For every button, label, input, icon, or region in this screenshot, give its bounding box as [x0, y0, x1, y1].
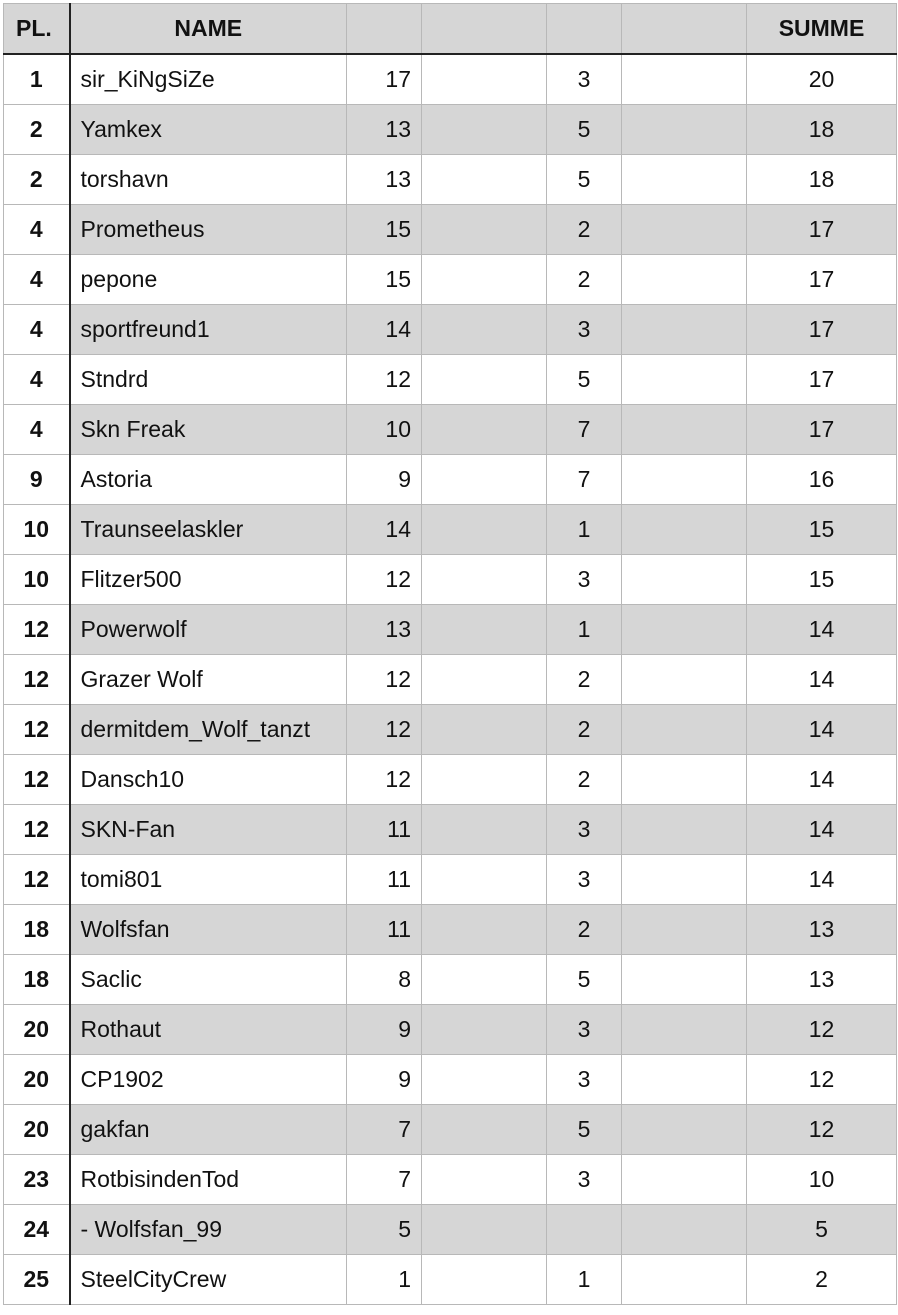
player-name-cell: pepone: [70, 255, 347, 305]
table-row: [4, 455, 897, 505]
place-cell: 18: [4, 905, 70, 955]
points-d-cell: [622, 1205, 747, 1255]
sum-cell: 14: [747, 805, 897, 855]
table-body: [4, 54, 897, 1305]
table-row: [4, 705, 897, 755]
points-d-cell: [622, 955, 747, 1005]
points-c-cell: 3: [547, 1055, 622, 1105]
player-name-cell: Yamkex: [70, 105, 347, 155]
place-cell: 12: [4, 755, 70, 805]
points-b-cell: [422, 54, 547, 105]
points-d-cell: [622, 54, 747, 105]
place-cell: 4: [4, 205, 70, 255]
points-b-cell: [422, 1055, 547, 1105]
points-d-cell: [622, 1005, 747, 1055]
table-row: [4, 1005, 897, 1055]
points-d-cell: [622, 705, 747, 755]
points-a-cell: 9: [347, 1005, 422, 1055]
place-cell: 4: [4, 255, 70, 305]
points-b-cell: [422, 655, 547, 705]
points-a-cell: 10: [347, 405, 422, 455]
place-cell: 10: [4, 555, 70, 605]
player-name-cell: SKN-Fan: [70, 805, 347, 855]
player-name-cell: SteelCityCrew: [70, 1255, 347, 1305]
points-a-cell: 15: [347, 205, 422, 255]
player-name-cell: Flitzer500: [70, 555, 347, 605]
points-a-cell: 9: [347, 1055, 422, 1105]
sum-cell: 20: [747, 54, 897, 105]
player-name-cell: tomi801: [70, 855, 347, 905]
player-name-cell: Traunseelaskler: [70, 505, 347, 555]
header-col4: [422, 4, 547, 55]
player-name-cell: Grazer Wolf: [70, 655, 347, 705]
points-b-cell: [422, 505, 547, 555]
points-b-cell: [422, 605, 547, 655]
points-a-cell: 11: [347, 805, 422, 855]
sum-cell: 14: [747, 655, 897, 705]
points-a-cell: 13: [347, 155, 422, 205]
place-cell: 25: [4, 1255, 70, 1305]
points-b-cell: [422, 205, 547, 255]
points-c-cell: 1: [547, 605, 622, 655]
table-row: [4, 355, 897, 405]
place-cell: 12: [4, 605, 70, 655]
points-b-cell: [422, 355, 547, 405]
sum-cell: 5: [747, 1205, 897, 1255]
player-name-cell: Stndrd: [70, 355, 347, 405]
header-name: NAME: [70, 4, 347, 55]
sum-cell: 12: [747, 1005, 897, 1055]
sum-cell: 18: [747, 155, 897, 205]
standings-table: [3, 3, 897, 1305]
table-row: [4, 54, 897, 105]
place-cell: 24: [4, 1205, 70, 1255]
points-c-cell: 2: [547, 705, 622, 755]
place-cell: 4: [4, 405, 70, 455]
points-a-cell: 11: [347, 855, 422, 905]
player-name-cell: Skn Freak: [70, 405, 347, 455]
points-c-cell: 3: [547, 1005, 622, 1055]
points-b-cell: [422, 1205, 547, 1255]
points-b-cell: [422, 1005, 547, 1055]
points-b-cell: [422, 255, 547, 305]
sum-cell: 14: [747, 605, 897, 655]
place-cell: 12: [4, 805, 70, 855]
points-d-cell: [622, 155, 747, 205]
table-row: [4, 255, 897, 305]
points-a-cell: 14: [347, 305, 422, 355]
player-name-cell: CP1902: [70, 1055, 347, 1105]
points-d-cell: [622, 105, 747, 155]
sum-cell: 10: [747, 1155, 897, 1205]
table-row: [4, 505, 897, 555]
points-c-cell: 1: [547, 505, 622, 555]
table-row: [4, 105, 897, 155]
player-name-cell: dermitdem_Wolf_tanzt: [70, 705, 347, 755]
table-row: [4, 555, 897, 605]
sum-cell: 18: [747, 105, 897, 155]
place-cell: 20: [4, 1005, 70, 1055]
points-c-cell: 3: [547, 54, 622, 105]
points-a-cell: 12: [347, 655, 422, 705]
points-d-cell: [622, 455, 747, 505]
points-c-cell: [547, 1205, 622, 1255]
player-name-cell: - Wolfsfan_99: [70, 1205, 347, 1255]
table-row: [4, 755, 897, 805]
sum-cell: 14: [747, 755, 897, 805]
points-b-cell: [422, 305, 547, 355]
points-a-cell: 5: [347, 1205, 422, 1255]
place-cell: 12: [4, 855, 70, 905]
points-d-cell: [622, 755, 747, 805]
points-d-cell: [622, 655, 747, 705]
header-col5: [547, 4, 622, 55]
points-a-cell: 8: [347, 955, 422, 1005]
table-row: [4, 305, 897, 355]
points-c-cell: 2: [547, 905, 622, 955]
sum-cell: 2: [747, 1255, 897, 1305]
points-a-cell: 15: [347, 255, 422, 305]
place-cell: 1: [4, 54, 70, 105]
points-d-cell: [622, 905, 747, 955]
points-d-cell: [622, 605, 747, 655]
points-a-cell: 7: [347, 1105, 422, 1155]
points-d-cell: [622, 405, 747, 455]
points-b-cell: [422, 555, 547, 605]
points-b-cell: [422, 1255, 547, 1305]
points-a-cell: 11: [347, 905, 422, 955]
points-a-cell: 7: [347, 1155, 422, 1205]
points-c-cell: 5: [547, 1105, 622, 1155]
points-b-cell: [422, 405, 547, 455]
points-d-cell: [622, 1255, 747, 1305]
points-d-cell: [622, 1155, 747, 1205]
place-cell: 4: [4, 305, 70, 355]
header-place: PL.: [4, 4, 70, 55]
points-b-cell: [422, 1105, 547, 1155]
points-c-cell: 2: [547, 655, 622, 705]
player-name-cell: sir_KiNgSiZe: [70, 54, 347, 105]
table-row: [4, 1255, 897, 1305]
place-cell: 2: [4, 105, 70, 155]
table-row: [4, 205, 897, 255]
sum-cell: 14: [747, 705, 897, 755]
sum-cell: 17: [747, 355, 897, 405]
player-name-cell: Saclic: [70, 955, 347, 1005]
table-row: [4, 605, 897, 655]
sum-cell: 12: [747, 1105, 897, 1155]
points-a-cell: 12: [347, 355, 422, 405]
sum-cell: 17: [747, 405, 897, 455]
table-row: [4, 955, 897, 1005]
sum-cell: 14: [747, 855, 897, 905]
player-name-cell: gakfan: [70, 1105, 347, 1155]
table-row: [4, 855, 897, 905]
table-row: [4, 405, 897, 455]
points-b-cell: [422, 805, 547, 855]
sum-cell: 17: [747, 305, 897, 355]
points-c-cell: 3: [547, 805, 622, 855]
player-name-cell: sportfreund1: [70, 305, 347, 355]
place-cell: 23: [4, 1155, 70, 1205]
table-row: [4, 655, 897, 705]
player-name-cell: Astoria: [70, 455, 347, 505]
sum-cell: 16: [747, 455, 897, 505]
points-a-cell: 12: [347, 555, 422, 605]
points-d-cell: [622, 505, 747, 555]
place-cell: 18: [4, 955, 70, 1005]
table-row: [4, 155, 897, 205]
points-a-cell: 12: [347, 705, 422, 755]
points-d-cell: [622, 555, 747, 605]
points-d-cell: [622, 855, 747, 905]
player-name-cell: Wolfsfan: [70, 905, 347, 955]
points-b-cell: [422, 755, 547, 805]
points-c-cell: 2: [547, 255, 622, 305]
points-b-cell: [422, 955, 547, 1005]
player-name-cell: torshavn: [70, 155, 347, 205]
table-row: [4, 1205, 897, 1255]
points-d-cell: [622, 1055, 747, 1105]
player-name-cell: Dansch10: [70, 755, 347, 805]
place-cell: 12: [4, 705, 70, 755]
points-b-cell: [422, 155, 547, 205]
points-c-cell: 3: [547, 555, 622, 605]
header-sum: SUMME: [747, 4, 897, 55]
table-row: [4, 1155, 897, 1205]
points-b-cell: [422, 105, 547, 155]
table-row: [4, 1055, 897, 1105]
sum-cell: 17: [747, 255, 897, 305]
table-row: [4, 1105, 897, 1155]
place-cell: 2: [4, 155, 70, 205]
place-cell: 10: [4, 505, 70, 555]
points-c-cell: 2: [547, 755, 622, 805]
player-name-cell: Powerwolf: [70, 605, 347, 655]
place-cell: 20: [4, 1105, 70, 1155]
points-a-cell: 9: [347, 455, 422, 505]
points-d-cell: [622, 355, 747, 405]
sum-cell: 15: [747, 555, 897, 605]
points-c-cell: 5: [547, 155, 622, 205]
points-d-cell: [622, 305, 747, 355]
header-col6: [622, 4, 747, 55]
points-a-cell: 1: [347, 1255, 422, 1305]
points-c-cell: 5: [547, 955, 622, 1005]
points-a-cell: 14: [347, 505, 422, 555]
points-b-cell: [422, 1155, 547, 1205]
points-d-cell: [622, 255, 747, 305]
points-c-cell: 5: [547, 105, 622, 155]
place-cell: 12: [4, 655, 70, 705]
sum-cell: 12: [747, 1055, 897, 1105]
points-a-cell: 13: [347, 105, 422, 155]
table-row: [4, 805, 897, 855]
sum-cell: 15: [747, 505, 897, 555]
points-c-cell: 5: [547, 355, 622, 405]
sum-cell: 13: [747, 955, 897, 1005]
header-row: [4, 4, 897, 55]
points-a-cell: 12: [347, 755, 422, 805]
header-col3: [347, 4, 422, 55]
points-c-cell: 1: [547, 1255, 622, 1305]
points-d-cell: [622, 805, 747, 855]
points-c-cell: 2: [547, 205, 622, 255]
player-name-cell: Rothaut: [70, 1005, 347, 1055]
sum-cell: 13: [747, 905, 897, 955]
points-c-cell: 7: [547, 405, 622, 455]
player-name-cell: RotbisindenTod: [70, 1155, 347, 1205]
points-a-cell: 17: [347, 54, 422, 105]
table-header: [4, 4, 897, 55]
player-name-cell: Prometheus: [70, 205, 347, 255]
points-c-cell: 3: [547, 855, 622, 905]
points-b-cell: [422, 455, 547, 505]
place-cell: 4: [4, 355, 70, 405]
points-c-cell: 7: [547, 455, 622, 505]
points-b-cell: [422, 905, 547, 955]
points-d-cell: [622, 205, 747, 255]
points-a-cell: 13: [347, 605, 422, 655]
table-row: [4, 905, 897, 955]
points-c-cell: 3: [547, 305, 622, 355]
points-c-cell: 3: [547, 1155, 622, 1205]
points-b-cell: [422, 855, 547, 905]
place-cell: 9: [4, 455, 70, 505]
points-b-cell: [422, 705, 547, 755]
points-d-cell: [622, 1105, 747, 1155]
place-cell: 20: [4, 1055, 70, 1105]
sum-cell: 17: [747, 205, 897, 255]
